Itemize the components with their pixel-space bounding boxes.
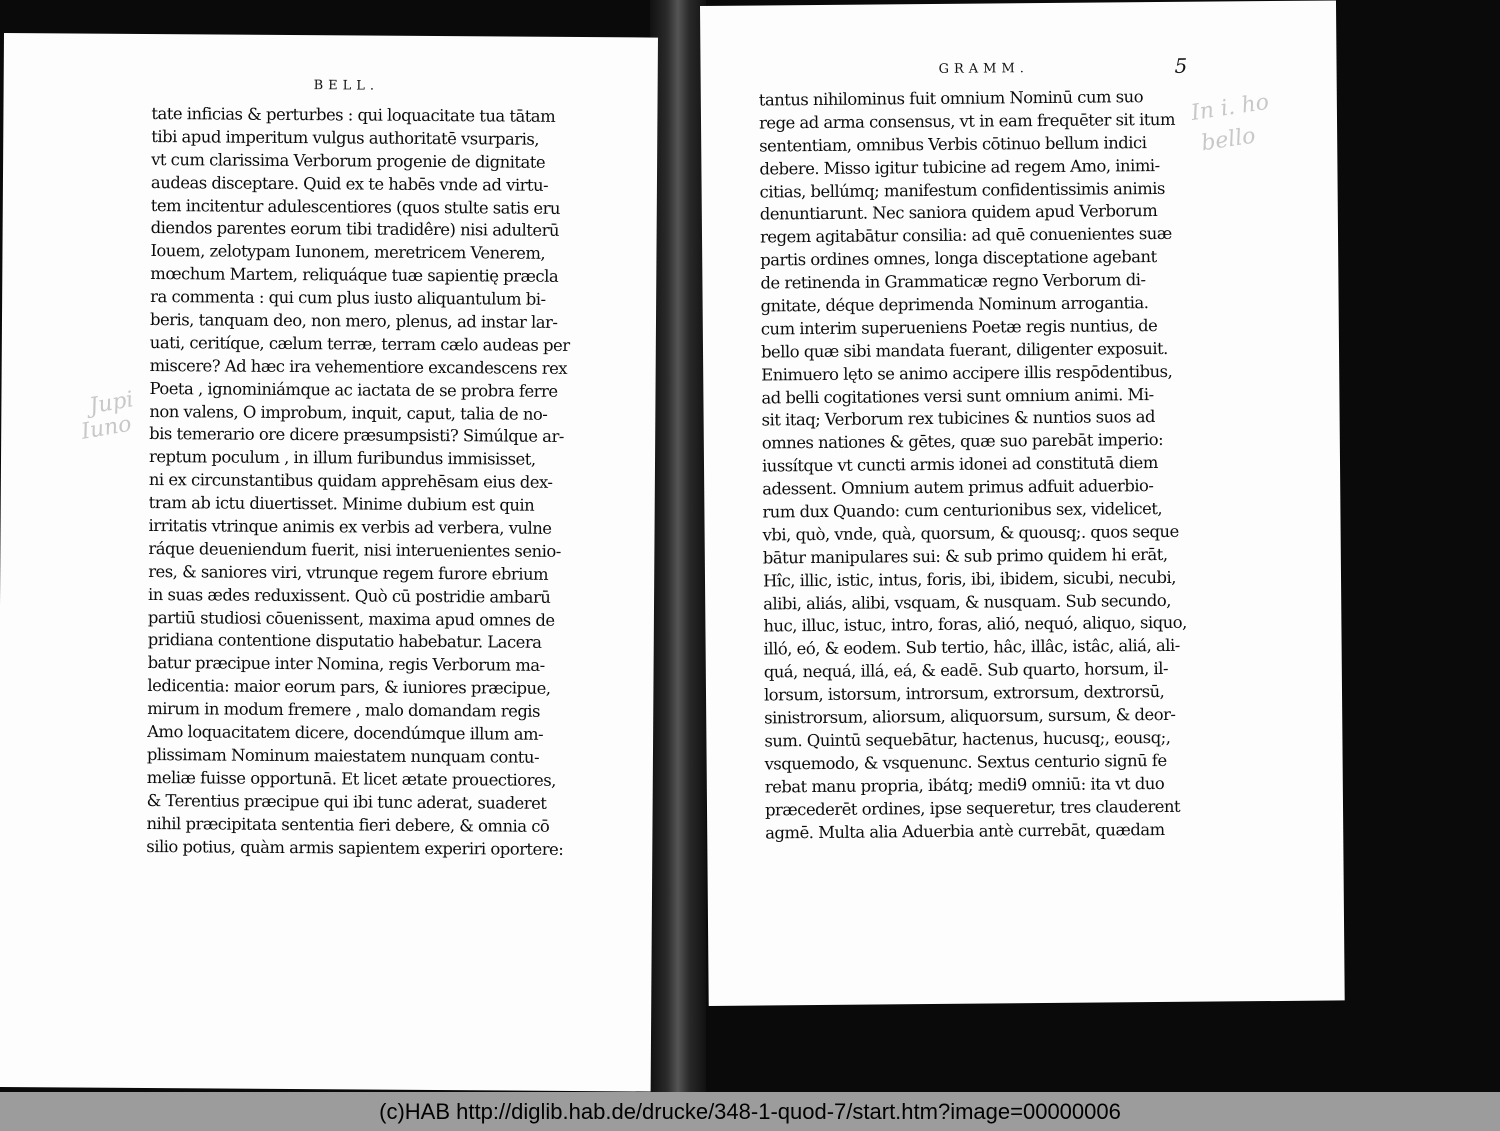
page-number: 5 — [1174, 53, 1188, 78]
right-margin-note: bello — [1199, 123, 1258, 157]
text-line: irritatis vtrinque animis ex verbis ad verbera, vulne — [148, 516, 552, 538]
text-line: vbi, quò, vnde, quà, quorsum, & quousq;. quos seque — [762, 521, 1179, 545]
text-line: tibi apud imperitum vulgus authoritatē vsurparis, — [151, 126, 540, 149]
text-line: sum. Quintū sequebātur, hactenus, hucusq;, eousq;, — [764, 727, 1171, 751]
text-line: tate inficias & perturbes : qui loquacitate tua tātam — [151, 104, 556, 126]
left-text-block — [146, 103, 579, 861]
left-margin-note: Iuno — [79, 411, 134, 445]
text-line: rebat manu propria, ibátq; medi9 omniū: ita vt duo — [764, 773, 1165, 797]
text-line: res, & saniores viri, vtrunque regem furore ebrium — [148, 561, 549, 584]
text-line: partis ordines omnes, longa disceptatione agebant — [760, 247, 1157, 270]
right-running-head: GRAMM. — [938, 61, 1029, 77]
text-line: ráque deueniendum fuerit, nisi interuenientes senio- — [148, 538, 561, 561]
text-line: & Terentius præcipue qui ibi tunc aderat, suaderet — [146, 790, 547, 813]
text-line: sit itaq; Verborum rex tubicines & nuntios suos ad — [761, 407, 1156, 430]
text-line: plissimam Nominum maiestatem nunquam contu- — [146, 744, 540, 767]
text-line: tram ab ictu diuertisset. Minime dubium est quin — [148, 493, 535, 515]
text-line: beris, tanquam deo, non mero, plenus, ad instar lar- — [149, 310, 558, 332]
text-line: bātur manipulares sui: & sub primo quidem hi erāt, — [762, 544, 1168, 568]
text-line: præcederēt ordines, ipse sequeretur, tres clauderent — [764, 796, 1181, 820]
text-line: tem incitentur adulescentiores (quos stulte satis eru — [150, 195, 561, 218]
text-line: regem agitabātur consilia: ad quē conuenientes suæ — [759, 224, 1172, 247]
copyright-footer: (c)HAB http://diglib.hab.de/drucke/348-1-quod-7/start.htm?image=00000006 — [0, 1092, 1500, 1131]
text-line: vsquemodo, & vsquenunc. Sextus centurio signū fe — [764, 750, 1167, 774]
text-line: uati, ceritíque, cælum terræ, terram cælo audeas per — [149, 332, 570, 355]
text-line: omnes nationes & gētes, quæ suo parebāt imperio: — [761, 430, 1164, 453]
text-line: Hîc, illic, istic, intus, foris, ibi, ibidem, sicubi, necubi, — [762, 567, 1177, 591]
text-line: iussítque vt cuncti armis idonei ad constitutā diem — [761, 453, 1158, 476]
text-line: vt cum clarissima Verborum progenie de dignitate — [151, 149, 546, 172]
text-line: illó, eó, & eodem. Sub tertio, hâc, illâc, istâc, aliá, ali- — [763, 636, 1180, 659]
text-line: quá, nequá, illá, eá, & eadē. Sub quarto, horsum, il- — [763, 659, 1169, 682]
text-line: in suas ædes reduxissent. Quò cū postridie ambarū — [148, 584, 551, 607]
text-line: ad belli cogitationes versi sunt omnium animi. Mi- — [761, 384, 1154, 408]
left-margin-note: Jupi — [87, 387, 136, 420]
text-line: rege ad arma consensus, vt in eam frequēter sit itum — [758, 109, 1176, 133]
left-page — [0, 33, 658, 1092]
right-page — [700, 0, 1345, 1006]
text-line: de retinenda in Grammaticæ regno Verborum di- — [760, 270, 1146, 293]
text-line: citias, bellúmq; manifestum confidentissimis animis — [759, 178, 1165, 202]
text-line: lorsum, istorsum, introrsum, extrorsum, dextrorsū, — [763, 682, 1165, 705]
text-line: non valens, O improbum, inquit, caput, talia de no- — [149, 401, 548, 424]
text-line: Iouem, zelotypam Iunonem, meretricem Venerem, — [150, 241, 546, 264]
text-line: mœchum Martem, reliquáque tuæ sapientię præcla — [150, 264, 559, 287]
text-line: gnitate, déque deprimenda Nominum arrogantia. — [760, 293, 1149, 316]
text-line: cum interim superueniens Poetæ regis nuntius, de — [760, 315, 1158, 339]
text-line: ni ex circunstantibus quidam apprehēsam eius dex- — [148, 470, 553, 493]
text-line: adessent. Omnium autem primus adfuit aduerbio- — [762, 476, 1154, 499]
text-line: partiū studiosi cōuenissent, maxima apud omnes de — [147, 607, 555, 630]
text-line: bis temerario ore dicere præsumpsisti? Simúlque ar- — [149, 424, 564, 447]
right-text-block — [759, 86, 1206, 845]
text-line: ledicentia: maior eorum pars, & iuniores præcipue, — [147, 676, 551, 699]
text-line: Poeta , ignominiámque ac iactata de se probra ferre — [149, 378, 558, 401]
text-line: ra commenta : qui cum plus iusto aliquantulum bi- — [150, 287, 546, 309]
text-line: sinistrorsum, aliorsum, aliquorsum, sursum, & deor- — [764, 704, 1176, 728]
text-line: debere. Misso igitur tubicine ad regem Amo, inimi- — [759, 155, 1160, 179]
text-line: miscere? Ad hæc ira vehementiore excandescens rex — [149, 355, 568, 378]
text-line: agmē. Multa alia Aduerbia antè currebāt, quædam — [765, 819, 1165, 842]
text-line: pridiana contentione disputatio habebatur. Lacera — [147, 630, 542, 653]
text-line: denuntiarunt. Nec saniora quidem apud Verborum — [759, 201, 1158, 224]
text-line: diendos parentes eorum tibi tradidêre) nisi adulterū — [150, 218, 560, 241]
right-margin-note: In i. ho — [1189, 89, 1271, 127]
text-line: Enimuero lęto se animo accipere illis respōdentibus, — [761, 361, 1173, 385]
text-line: nihil præcipitata sententia fieri debere, & omnia cō — [146, 813, 550, 836]
text-line: Amo loquacitatem dicere, docendúmque illum am- — [147, 722, 544, 744]
text-line: sententiam, omnibus Verbis cōtinuo bellum indici — [759, 132, 1147, 156]
book-gutter — [650, 0, 706, 1092]
text-line: audeas disceptare. Quid ex te habēs vnde ad virtu- — [150, 172, 549, 195]
text-line: bello quæ sibi mandata fuerant, diligenter exposuit. — [760, 338, 1168, 362]
text-line: silio potius, quàm armis sapientem experiri oportere: — [146, 836, 564, 859]
text-line: alibi, aliás, alibi, vsquam, & nusquam. Sub secundo, — [763, 590, 1172, 614]
text-line: huc, illuc, istuc, intro, foras, alió, nequó, aliquo, siquo, — [763, 613, 1187, 636]
text-line: meliæ fuisse opportunā. Et licet ætate prouectiores, — [146, 767, 556, 790]
text-line: reptum poculum , in illum furibundus immisisset, — [148, 447, 536, 470]
text-line: batur præcipue inter Nomina, regis Verborum ma- — [147, 653, 545, 676]
text-line: mirum in modum fremere , malo domandam regis — [147, 699, 541, 721]
text-line: tantus nihilominus fuit omnium Nominū cum suo — [758, 87, 1144, 110]
left-running-head: BELL. — [313, 78, 380, 94]
text-line: rum dux Quando: cum centurionibus sex, videlicet, — [762, 499, 1163, 522]
